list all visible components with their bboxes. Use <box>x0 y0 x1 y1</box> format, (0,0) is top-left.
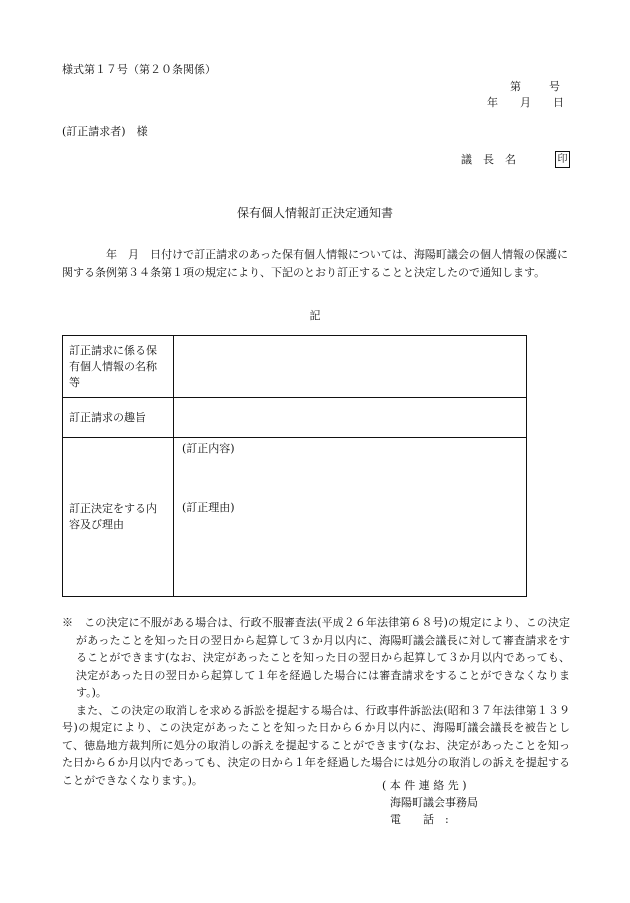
contact-phone: 電 話 : <box>390 813 449 826</box>
info-name-value-cell <box>174 336 527 398</box>
document-date: 年 月 日 <box>487 96 564 109</box>
document-number: 第 号 <box>510 80 562 93</box>
decision-content-label: 訂正決定をする内容及び理由 <box>69 502 157 531</box>
sender-name: 議 長 名 <box>461 153 516 166</box>
table-row <box>63 438 527 597</box>
info-name-label: 訂正請求に係る保有個人情報の名称等 <box>69 343 157 389</box>
table-row <box>63 398 527 438</box>
form-number-label: 様式第１７号（第２０条関係） <box>62 63 216 76</box>
table-row <box>63 336 527 398</box>
body-paragraph: 年 月 日付けで訂正請求のあった保有個人情報については、海陽町議会の個人情報の保護に関する条例第３４条第１項の規定により、下記のとおり訂正することと決定したので通知します。 <box>62 248 568 279</box>
appeal-notice-paragraph-1: ※ この決定に不服がある場合は、行政不服審査法(平成２６年法律第６８号)の規定により、この決定があったことを知った日の翌日から起算して３か月以内に、海陽町議会議長に対して審査請求をすることができます(なお、決定があったことを知った日の翌日から起算して３か月以内であっても、決定があった日の翌日から起算して１年を経過した場合には審査請求をすることができなくなります。)。 <box>62 616 570 699</box>
correction-content-heading: (訂正内容) <box>182 442 235 455</box>
correction-reason-heading: (訂正理由) <box>182 501 235 514</box>
request-purpose-label: 訂正請求の趣旨 <box>69 410 146 424</box>
table-label-cell <box>63 438 174 597</box>
document-title: 保有個人情報訂正決定通知書 <box>236 206 393 220</box>
seal-stamp: 印 <box>555 151 570 168</box>
recipient-line: (訂正請求者) 様 <box>62 125 148 138</box>
decision-content-cell <box>174 438 527 597</box>
appeal-notice-paragraph-2: また、この決定の取消しを求める訴訟を提起する場合は、行政事件訴訟法(昭和３７年法律第１３９号)の規定により、この決定があったことを知った日から６か月以内に、海陽町議会議長を被告として、徳島地方裁判所に処分の取消しの訴えを提起することができます(なお、決定があったことを知った日から６か月以内であっても、決定の日から１年を経過した場合には処分の取消しの訴えを提起することができなくなります。)。 <box>62 703 570 787</box>
decision-table <box>62 335 527 597</box>
ki-heading: 記 <box>309 309 321 322</box>
table-label-cell <box>63 398 174 438</box>
appeal-notice <box>62 614 570 792</box>
request-purpose-value-cell <box>174 398 527 438</box>
contact-office: 海陽町議会事務局 <box>390 796 478 809</box>
table-label-cell <box>63 336 174 398</box>
contact-heading: ( 本 件 連 絡 先 ) <box>382 779 467 792</box>
